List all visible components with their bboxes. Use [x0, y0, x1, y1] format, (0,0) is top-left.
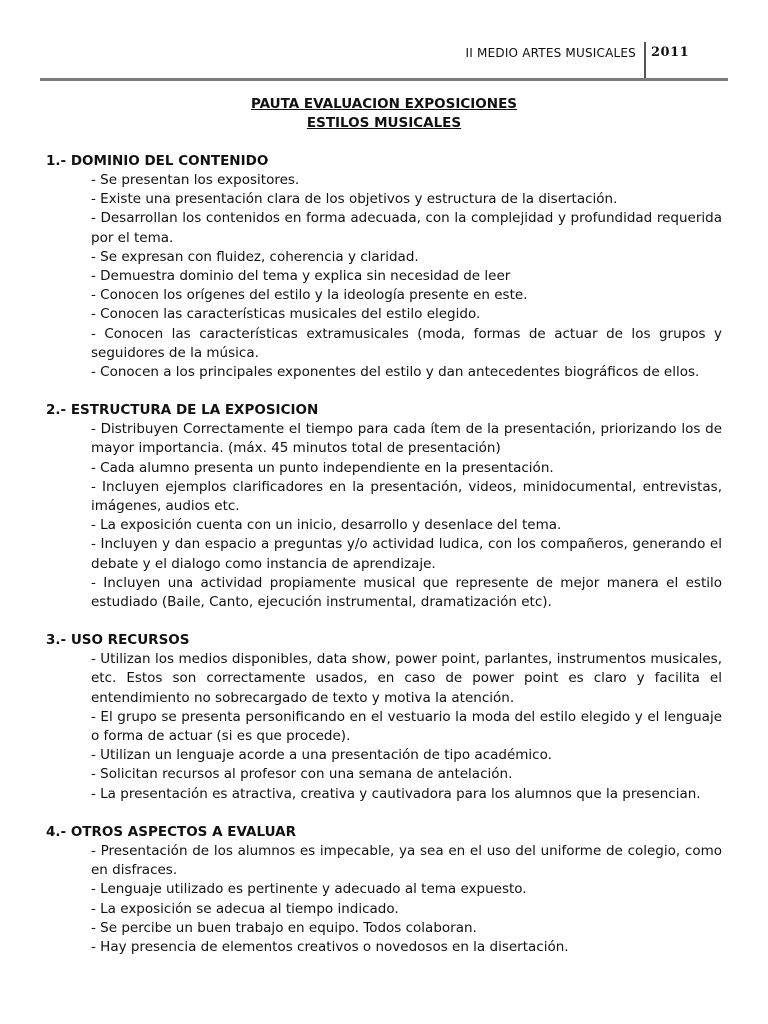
criterion-item: - Se presentan los expositores. [91, 172, 300, 188]
criterion-item: - Incluyen una actividad propiamente musical que represente de mejor manera el estilo estudiado (Baile, Canto, ejecución instrumental, dramatización etc). [91, 574, 722, 611]
title-line-2: ESTILOS MUSICALES [306, 115, 462, 131]
document-title [40, 95, 728, 133]
section-title: 4.- OTROS ASPECTOS A EVALUAR [46, 823, 296, 840]
criterion-item: - Conocen los orígenes del estilo y la ideología presente en este. [91, 287, 528, 304]
criterion-item: - Utilizan un lenguaje acorde a una presentación de tipo académico. [91, 747, 552, 764]
course-label: II MEDIO ARTES MUSICALES [465, 46, 636, 60]
criterion-item: - La exposición se adecua al tiempo indicado. [91, 900, 399, 917]
section-title: 3.- USO RECURSOS [46, 632, 190, 649]
criterion-item: - Conocen las características extramusicales (moda, formas de actuar de los grupos y seguidores de la música. [91, 325, 722, 361]
criterion-item: - Cada alumno presenta un punto independiente en la presentación. [91, 459, 554, 476]
criterion-item: - Distribuyen Correctamente el tiempo para cada ítem de la presentación, priorizando los de mayor importancia. (máx. 45 minutos total de presentación) [91, 421, 722, 457]
criterion-item: - Desarrollan los contenidos en forma adecuada, con la complejidad y profundidad requerida por el tema. [91, 210, 722, 246]
criterion-item: - Solicitan recursos al profesor con una semana de antelación. [91, 766, 513, 783]
evaluation-sections [46, 152, 722, 976]
criterion-item: - Hay presencia de elementos creativos o novedosos en la disertación. [91, 938, 569, 955]
criterion-item: - El grupo se presenta personificando en el vestuario la moda del estilo elegido y el lenguaje o forma de actuar (si es que procede). [91, 708, 722, 745]
criterion-item: - Se percibe un buen trabajo en equipo. Todos colaboran. [91, 919, 477, 936]
page-header [40, 42, 728, 80]
criterion-item: - Incluyen y dan espacio a preguntas y/o actividad ludica, con los compañeros, generando el debate y el dialogo como instancia de aprendizaje. [91, 536, 722, 572]
title-line-1: PAUTA EVALUACION EXPOSICIONES [250, 96, 518, 112]
criterion-item: - Incluyen ejemplos clarificadores en la presentación, videos, minidocumental, entrevistas, imágenes, audios etc. [91, 478, 722, 515]
header-rule [40, 78, 728, 81]
criterion-item: - Lenguaje utilizado es pertinente y adecuado al tema expuesto. [91, 881, 527, 898]
section-otros-aspectos [46, 823, 722, 957]
criterion-item: - Conocen las características musicales del estilo elegido. [91, 306, 481, 323]
section-estructura-exposicion [46, 401, 722, 612]
section-uso-recursos [46, 631, 722, 804]
criterion-item: - La exposición cuenta con un inicio, desarrollo y desenlace del tema. [91, 517, 562, 534]
section-title: 2.- ESTRUCTURA DE LA EXPOSICION [46, 402, 319, 419]
criterion-item: - Se expresan con fluidez, coherencia y claridad. [91, 248, 419, 265]
header-divider [644, 42, 646, 79]
criterion-item: - Utilizan los medios disponibles, data show, power point, parlantes, instrumentos musicales, etc. Estos son correctamente usados, en caso de power point es claro y facilita el entendimiento no sobrecargado de texto y motiva la atención. [91, 651, 722, 706]
criterion-item: - Conocen a los principales exponentes del estilo y dan antecedentes biográficos de ellos. [91, 364, 700, 381]
section-dominio-contenido [46, 152, 722, 382]
criterion-item: - Demuestra dominio del tema y explica sin necesidad de leer [91, 268, 511, 285]
criterion-item: - Existe una presentación clara de los objetivos y estructura de la disertación. [91, 191, 618, 208]
criterion-item: - Presentación de los alumnos es impecable, ya sea en el uso del uniforme de colegio, como en disfraces. [91, 842, 722, 879]
year-label: 2011 [651, 45, 690, 60]
criterion-item: - La presentación es atractiva, creativa y cautivadora para los alumnos que la presencian. [91, 785, 701, 802]
section-title: 1.- DOMINIO DEL CONTENIDO [46, 153, 269, 169]
